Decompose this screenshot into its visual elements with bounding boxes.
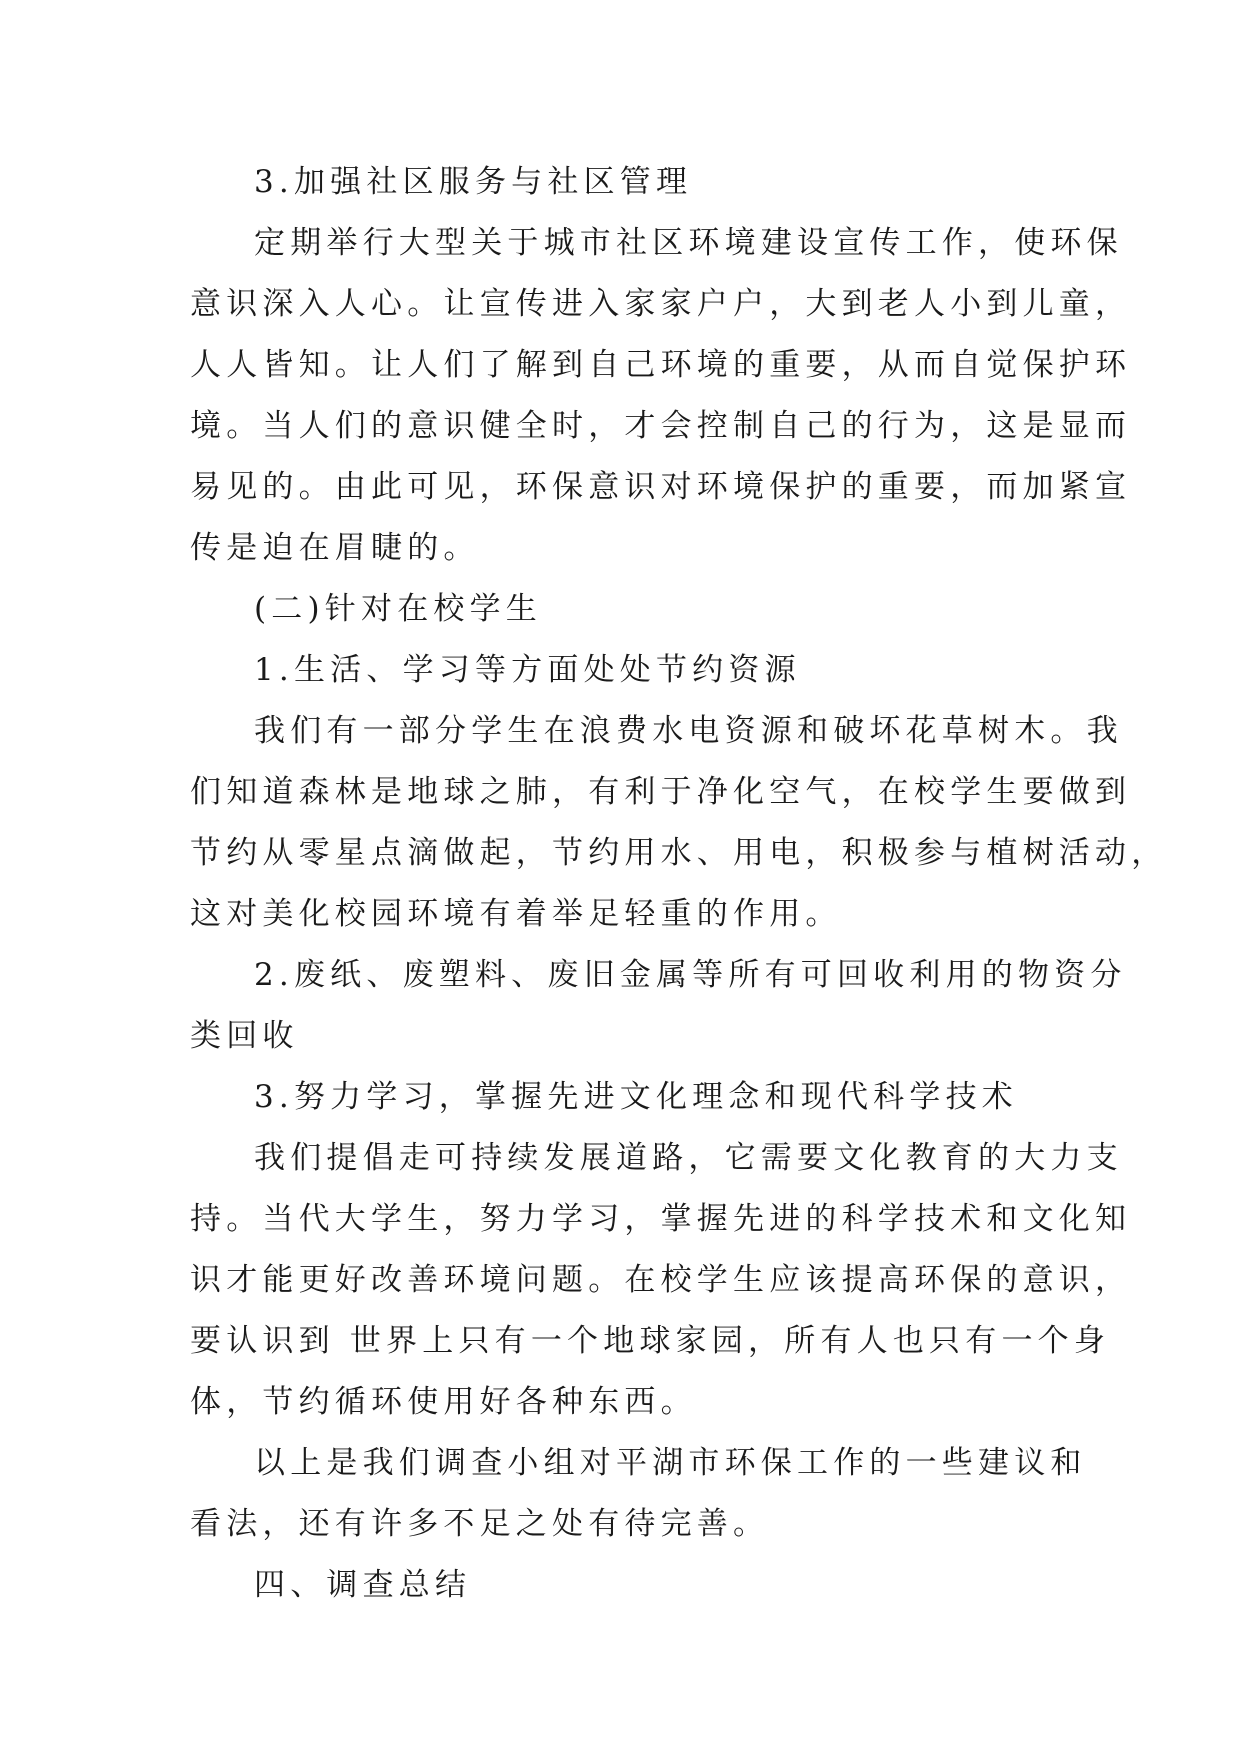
section-heading: 3.努力学习，掌握先进文化理念和现代科学技术: [254, 1079, 1018, 1115]
paragraph-line: 境。当人们的意识健全时，才会控制自己的行为，这是显而: [190, 408, 1132, 444]
section-heading: 2.废纸、废塑料、废旧金属等所有可回收利用的物资分: [254, 957, 1127, 993]
paragraph-line: 识才能更好改善环境问题。在校学生应该提高环保的意识，: [190, 1262, 1132, 1298]
paragraph-line: 人人皆知。让人们了解到自己环境的重要，从而自觉保护环: [190, 347, 1132, 383]
section-heading: 1.生活、学习等方面处处节约资源: [254, 652, 801, 688]
paragraph-line: 定期举行大型关于城市社区环境建设宣传工作，使环保: [254, 225, 1123, 261]
paragraph-line: 传是迫在眉睫的。: [190, 530, 480, 566]
paragraph-line: 以上是我们调查小组对平湖市环保工作的一些建议和: [254, 1445, 1087, 1481]
paragraph-line: 我们有一部分学生在浪费水电资源和破坏花草树木。我: [254, 713, 1123, 749]
paragraph-line: 意识深入人心。让宣传进入家家户户，大到老人小到儿童，: [190, 286, 1132, 322]
paragraph-line: 看法，还有许多不足之处有待完善。: [190, 1506, 770, 1542]
paragraph-line: 这对美化校园环境有着举足轻重的作用。: [190, 896, 842, 932]
document-body: [190, 152, 1168, 1616]
paragraph-line: 们知道森林是地球之肺，有利于净化空气，在校学生要做到: [190, 774, 1132, 810]
section-heading: 3.加强社区服务与社区管理: [254, 164, 693, 200]
paragraph-line: 我们提倡走可持续发展道路，它需要文化教育的大力支: [254, 1140, 1123, 1176]
paragraph-line: 要认识到 世界上只有一个地球家园，所有人也只有一个身: [190, 1323, 1111, 1359]
paragraph-line: 节约从零星点滴做起，节约用水、用电，积极参与植树活动，: [190, 835, 1168, 871]
section-heading: 四、调查总结: [254, 1567, 472, 1603]
section-heading-continuation: 类回收: [190, 1018, 299, 1054]
paragraph-line: 易见的。由此可见，环保意识对环境保护的重要，而加紧宣: [190, 469, 1132, 505]
paragraph-line: 持。当代大学生，努力学习，掌握先进的科学技术和文化知: [190, 1201, 1132, 1237]
section-heading: (二)针对在校学生: [254, 591, 542, 627]
paragraph-line: 体，节约循环使用好各种东西。: [190, 1384, 697, 1420]
